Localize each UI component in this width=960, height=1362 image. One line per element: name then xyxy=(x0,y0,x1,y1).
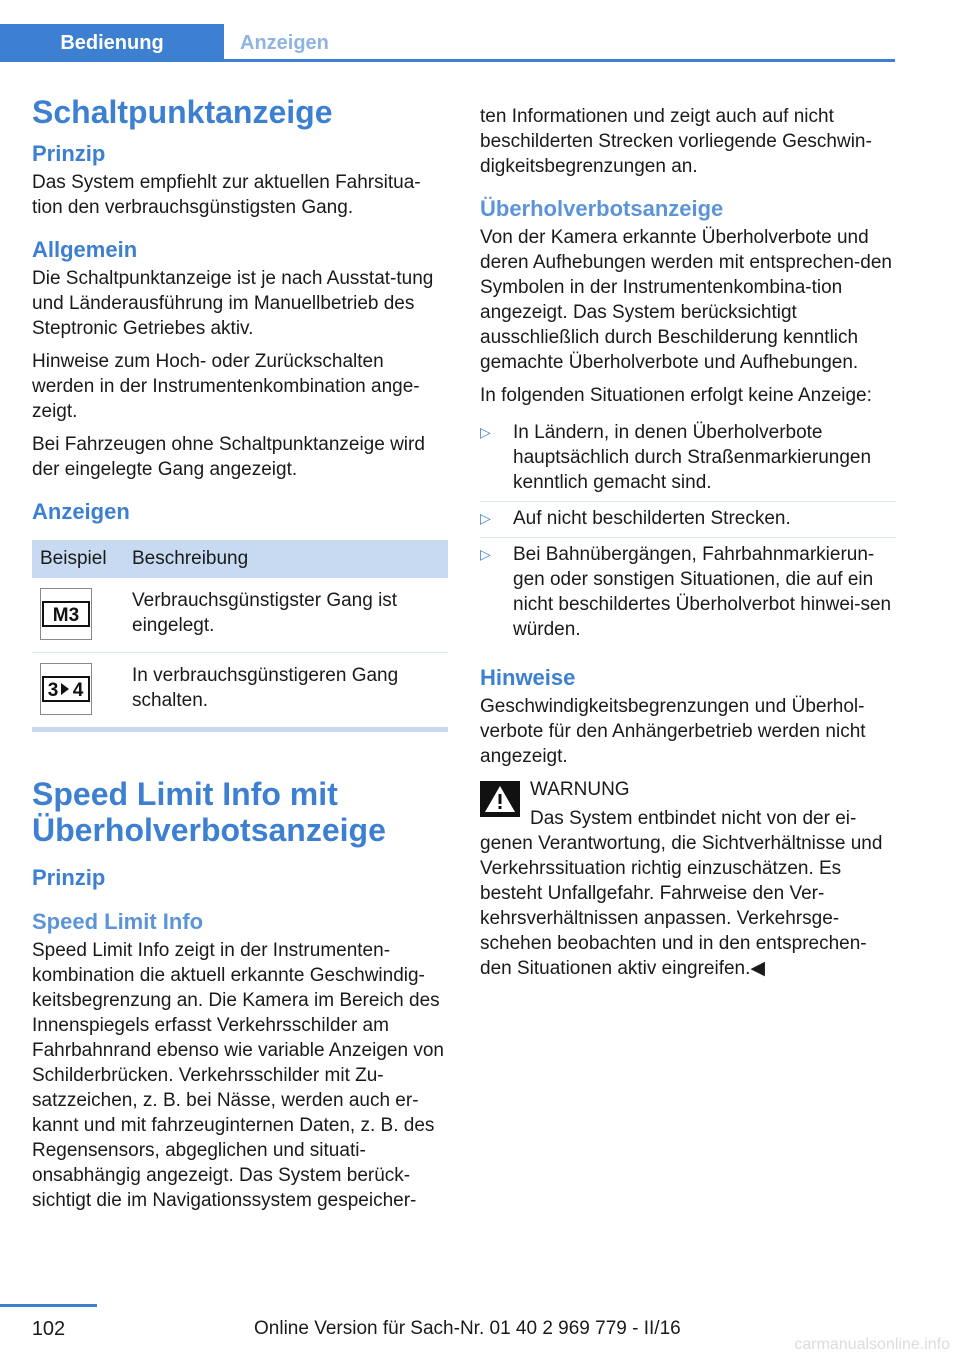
watermark: carmanualsonline.info xyxy=(794,1336,950,1353)
hinweise-text: Geschwindigkeitsbegrenzungen und Überhol-verbote für den Anhängerbetrieb werden nicht angezeigt. xyxy=(480,696,866,767)
heading-allgemein: Allgemein xyxy=(32,237,138,262)
page-number: 102 xyxy=(31,1318,66,1340)
triangle-right-icon: ▷ xyxy=(480,546,491,562)
prinzip-text: Das System empfiehlt zur aktuellen Fahrsitua-tion den verbrauchsgünstigsten Gang. xyxy=(32,172,421,218)
list-item-text: Auf nicht beschilderten Strecken. xyxy=(513,508,791,529)
tab-bedienung[interactable]: Bedienung xyxy=(0,24,224,62)
table-cell-example xyxy=(32,578,124,653)
right-column xyxy=(480,104,896,981)
tab-bar-rule xyxy=(0,59,895,62)
gear-from-label: 3 xyxy=(47,680,59,701)
heading-speed-prinzip: Prinzip xyxy=(32,865,106,890)
online-version-note: Online Version für Sach-Nr. 01 40 2 969 779 - II/16 xyxy=(254,1318,681,1339)
heading-speed-limit-info: Speed Limit Info xyxy=(32,909,204,934)
section-title-schaltpunktanzeige: Schaltpunktanzeige xyxy=(32,94,333,130)
list-item-text: In Ländern, in denen Überholverbote hauptsächlich durch Straßenmarkierungen kenntlich gemacht sind. xyxy=(513,422,872,493)
heading-prinzip: Prinzip xyxy=(32,141,106,166)
no-display-list xyxy=(480,416,896,648)
allgemein-text-3: Bei Fahrzeugen ohne Schaltpunktanzeige wird der eingelegte Gang angezeigt. xyxy=(32,434,425,480)
speed-limit-text: Speed Limit Info zeigt in der Instrumenten-kombination die aktuell erkannte Geschwindig-keitsbegrenzung an. Die Kamera im Bereich des Innenspiegels erfasst Verkehrsschilder am Fahrbahnrand ebenso wie variable Anzeigen von Schilderbrücken. Verkehrsschilder mit Zu-satzzeichen, z. B. bei Nässe, werden auch er-kannt und mit fahrzeuginternen Daten, z. B. des Regensensors, abgeglichen und situati-onsabhängig angezeigt. Das System berück-sichtigt die im Navigationssystem gespeicher- xyxy=(32,940,444,1211)
table-row xyxy=(32,578,448,653)
table-cell-description: Verbrauchsgünstigster Gang ist eingelegt. xyxy=(124,578,448,653)
section-title-speed-limit: Speed Limit Info mit Überholverbotsanzeige xyxy=(32,776,386,848)
heading-hinweise: Hinweise xyxy=(480,665,576,690)
shift-display-box xyxy=(40,663,92,715)
table-row xyxy=(32,653,448,728)
gear-to-label: 4 xyxy=(72,680,84,701)
continuation-text: ten Informationen und zeigt auch auf nicht beschilderten Strecken vorliegende Geschwin-digkeitsbegrenzungen an. xyxy=(480,106,872,177)
gear-m3-label: M3 xyxy=(52,605,80,626)
gear-display-box xyxy=(40,588,92,640)
tab-bar xyxy=(0,24,895,62)
ueberhol-text: Von der Kamera erkannte Überholverbote und deren Aufhebungen werden mit entsprechen-den Symbolen in der Instrumentenkombina-tion angezeigt. Das System berücksichtigt ausschließlich durch Beschilderung kenntlich gemachte Überholverbote und Aufhebungen. xyxy=(480,227,892,373)
allgemein-text-2: Hinweise zum Hoch- oder Zurückschalten werden in der Instrumentenkombination ange-zeigt. xyxy=(32,351,420,422)
shift-arrow-icon xyxy=(61,683,69,695)
tab-anzeigen[interactable]: Anzeigen xyxy=(240,31,329,54)
heading-ueberholverbotsanzeige: Überholverbotsanzeige xyxy=(480,196,724,221)
list-item-text: Bei Bahnübergängen, Fahrbahnmarkierun-gen oder sonstigen Situationen, die auf ein nicht beschildertes Überholverbot hinwei-sen würden. xyxy=(513,544,892,640)
allgemein-text-1: Die Schaltpunktanzeige ist je nach Ausstat-tung und Länderausführung im Manuellbetrieb des Steptronic Getriebes aktiv. xyxy=(32,268,434,339)
heading-anzeigen: Anzeigen xyxy=(32,499,130,524)
list-item xyxy=(480,502,896,538)
table-header-description: Beschreibung xyxy=(124,540,448,578)
warning-text: Das System entbindet nicht von der ei-genen Verantwortung, die Sichtverhältnisse und Verkehrssituation richtig einzuschätzen. Es besteht Unfallgefahr. Fahrweise den Ver-kehrsverhältnissen anpassen. Verkehrsge-schehen beobachten und in den entsprechen-den Situationen aktiv eingreifen.◀ xyxy=(480,808,883,979)
table-header-example: Beispiel xyxy=(32,540,124,578)
table-cell-description: In verbrauchsgünstigeren Gang schalten. xyxy=(132,665,399,711)
triangle-right-icon: ▷ xyxy=(480,424,491,440)
warning-triangle-icon xyxy=(480,781,520,817)
table-end-rule xyxy=(32,727,448,732)
shift-display xyxy=(42,676,90,702)
display-table xyxy=(32,540,448,727)
table-cell-example xyxy=(32,653,124,728)
list-item xyxy=(480,538,896,648)
left-column xyxy=(32,94,448,1221)
warning-block xyxy=(480,777,896,981)
triangle-right-icon: ▷ xyxy=(480,510,491,526)
warning-title: WARNUNG xyxy=(530,779,630,800)
list-item xyxy=(480,416,896,502)
footer-rule xyxy=(0,1304,97,1307)
table-header-row xyxy=(32,540,448,578)
gear-m3-display xyxy=(42,601,90,627)
no-display-intro: In folgenden Situationen erfolgt keine Anzeige: xyxy=(480,385,872,406)
